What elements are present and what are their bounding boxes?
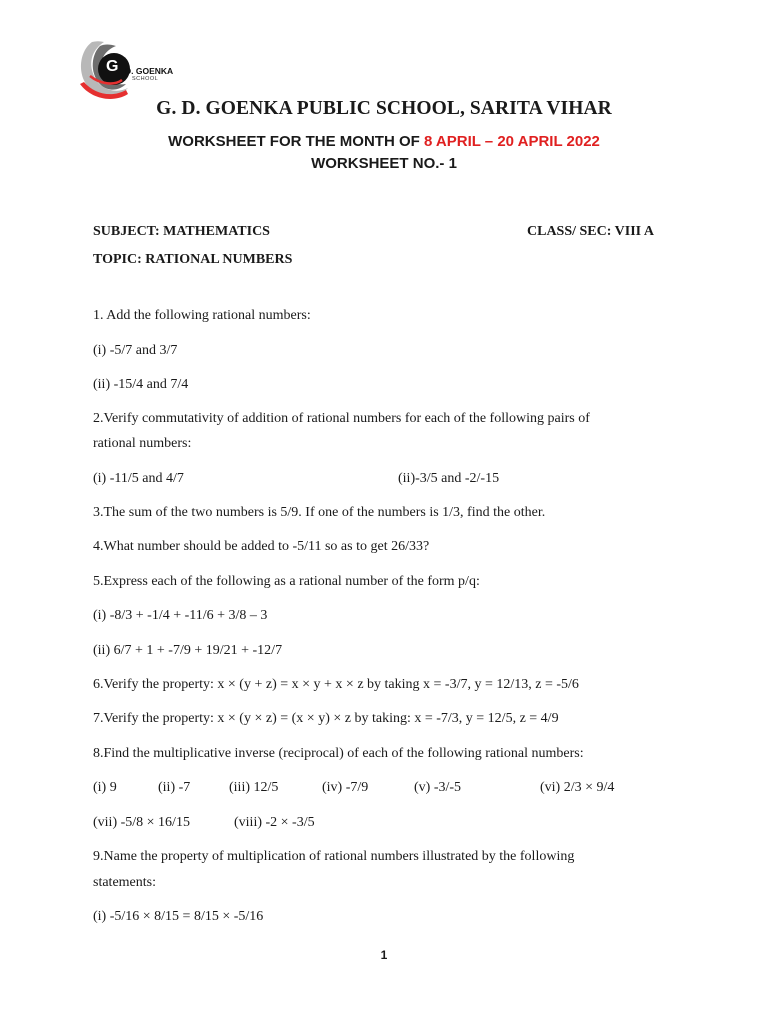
question-8-item: (vii) -5/8 × 16/15 [93,815,190,830]
question-2-line1: 2.Verify commutativity of addition of rational numbers for each of the following pairs of [93,411,590,426]
question-5: 5.Express each of the following as a rational number of the form p/q: [93,574,480,589]
question-3: 3.The sum of the two numbers is 5/9. If one of the numbers is 1/3, find the other. [93,505,546,520]
question-8-item: (ii) -7 [158,780,191,795]
question-5-part-i: (i) -8/3 + -1/4 + -11/6 + 3/8 – 3 [93,608,268,623]
question-8-item: (vi) 2/3 × 9/4 [540,780,615,795]
question-8-item: (i) 9 [93,780,117,795]
question-1-part-ii: (ii) -15/4 and 7/4 [93,377,189,392]
worksheet-dates: 8 APRIL – 20 APRIL 2022 [423,133,600,150]
question-2-part-ii: (ii)-3/5 and -2/-15 [398,471,500,486]
question-6: 6.Verify the property: x × (y + z) = x × y + x × z by taking x = -3/7, y = 12/13, z = -5/6 [93,677,579,692]
question-9-line2: statements: [93,875,156,890]
topic-label: TOPIC: RATIONAL NUMBERS [93,252,293,267]
question-9-part-i: (i) -5/16 × 8/15 = 8/15 × -5/16 [93,909,264,924]
question-8-item: (iii) 12/5 [229,780,279,795]
question-4: 4.What number should be added to -5/11 so as to get 26/33? [93,539,430,554]
question-1-part-i: (i) -5/7 and 3/7 [93,343,178,358]
question-7: 7.Verify the property: x × (y × z) = (x × y) × z by taking: x = -7/3, y = 12/5, z = 4/9 [93,711,559,726]
question-9-line1: 9.Name the property of multiplication of rational numbers illustrated by the following [93,849,575,864]
worksheet-month [0,133,768,150]
logo-text: D. GOENKA [125,66,174,76]
question-5-part-ii: (ii) 6/7 + 1 + -7/9 + 19/21 + -12/7 [93,643,283,658]
question-8-item: (iv) -7/9 [322,780,369,795]
page-number: 1 [380,948,388,962]
question-2-line2: rational numbers: [93,436,192,451]
class-sec-label: CLASS/ SEC: VIII A [527,224,654,239]
question-8-item: (v) -3/-5 [414,780,462,795]
logo-subtext: SCHOOL [132,76,159,82]
question-8: 8.Find the multiplicative inverse (reciprocal) of each of the following rational numbers: [93,746,584,761]
school-logo [70,32,178,102]
worksheet-number: WORKSHEET NO.- 1 [311,155,457,172]
question-2-part-i: (i) -11/5 and 4/7 [93,471,184,486]
logo-letter: G [106,58,119,75]
question-1: 1. Add the following rational numbers: [93,308,311,323]
question-8-item: (viii) -2 × -3/5 [234,815,315,830]
school-name: G. D. GOENKA PUBLIC SCHOOL, SARITA VIHAR [156,98,612,119]
subject-label: SUBJECT: MATHEMATICS [93,224,270,239]
worksheet-prefix: WORKSHEET FOR THE MONTH OF [168,133,424,150]
